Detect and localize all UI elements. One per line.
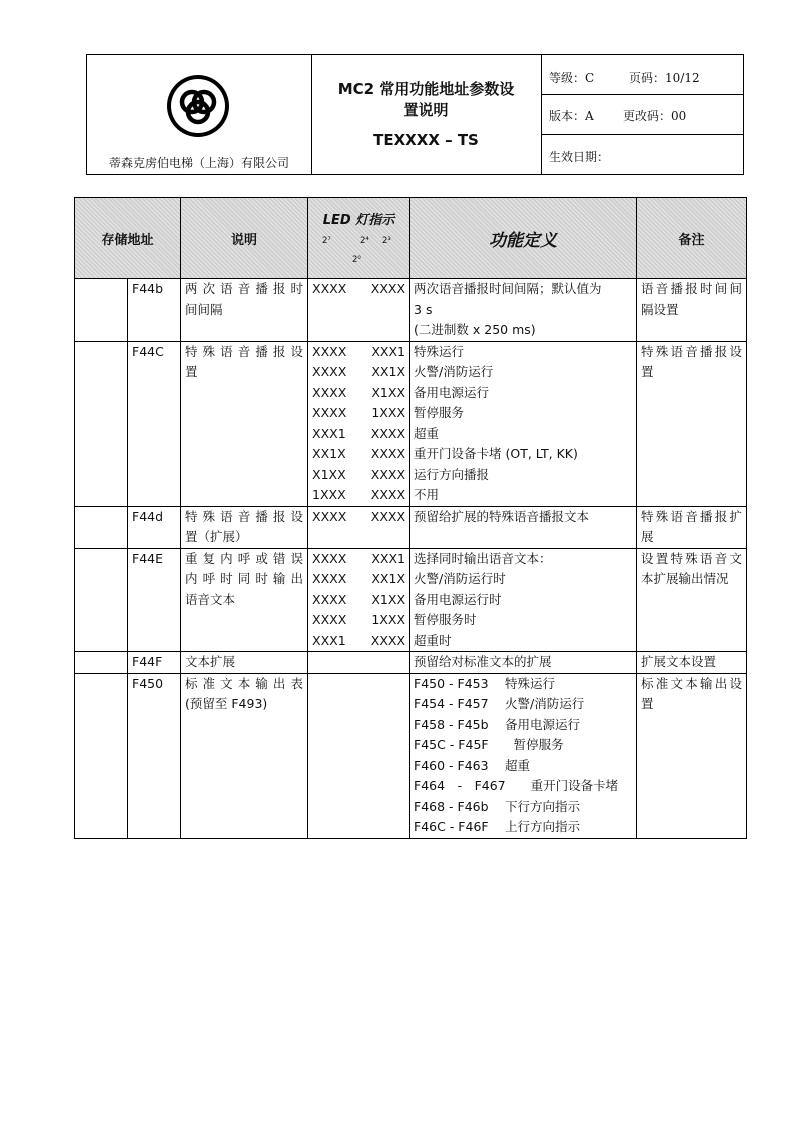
note-line: 展 (641, 529, 654, 544)
led-pattern (312, 279, 405, 300)
function-cell (410, 652, 637, 674)
led-pattern (312, 507, 405, 528)
led-pattern (312, 444, 405, 465)
function-line: F458 - F45b 备用电源运行 (414, 716, 581, 732)
led-high-nibble: 1XXX (312, 487, 346, 502)
led-pattern (312, 342, 405, 363)
led-low-nibble: XX1X (371, 364, 406, 379)
function-line: F45C - F45F 暂停服务 (414, 737, 564, 752)
header-note: 备注 (637, 198, 747, 279)
blank-cell (75, 652, 128, 674)
address-cell: F450 (128, 673, 181, 838)
led-pattern (312, 465, 405, 486)
led-low-nibble: XXXX (370, 281, 406, 296)
description-cell (181, 279, 308, 342)
header-divider (541, 94, 743, 95)
led-high-nibble: XXXX (312, 364, 347, 379)
led-high-nibble: XXXX (312, 405, 347, 420)
led-high-nibble: XXXX (312, 612, 347, 627)
led-cell (308, 279, 410, 342)
company-name: 蒂森克虏伯电梯（上海）有限公司 (108, 156, 289, 170)
function-line: 超重时 (414, 632, 452, 648)
led-low-nibble: XXXX (370, 425, 406, 441)
blank-cell (75, 548, 128, 652)
function-line: 备用电源运行时 (414, 591, 502, 607)
led-pattern (312, 549, 405, 570)
led-high-nibble: XXX1 (312, 632, 346, 648)
note-cell (637, 673, 747, 838)
note-line: 标准文本输出设 (641, 675, 743, 691)
function-line: F468 - F46b 下行方向指示 (414, 798, 581, 814)
header-function: 功能定义 (410, 198, 637, 279)
note-cell (637, 506, 747, 548)
led-pattern (312, 569, 405, 590)
led-high-nibble: X1XX (312, 466, 346, 482)
function-line: F46C - F46F 上行方向指示 (414, 819, 581, 834)
description-line: 置（扩展） (185, 529, 248, 544)
function-cell (410, 548, 637, 652)
address-cell: F44E (128, 548, 181, 652)
description-cell (181, 548, 308, 652)
function-line: 3 s (414, 301, 433, 317)
note-line: 置 (641, 364, 654, 379)
description-line: 特殊语音播报设 (185, 508, 304, 524)
description-cell (181, 341, 308, 506)
note-cell (637, 279, 747, 342)
function-line: 暂停服务 (414, 405, 465, 420)
table-header-row (75, 198, 747, 279)
led-low-nibble: XXXX (370, 446, 406, 461)
function-line: 火警/消防运行时 (414, 571, 506, 586)
table-row (75, 506, 747, 548)
led-pattern (312, 383, 405, 404)
description-line: 内呼时同时输出 (185, 571, 304, 586)
led-bit-label: 2⁰ (352, 254, 361, 265)
led-pattern (312, 403, 405, 424)
document-title (311, 79, 541, 121)
page-label: 页码：10/12 (629, 71, 700, 85)
function-cell (410, 341, 637, 506)
led-pattern (312, 362, 405, 383)
led-low-nibble: XX1X (371, 571, 406, 586)
description-line: 标准文本输出表 (185, 675, 304, 691)
description-line: 重复内呼或错误 (185, 550, 304, 566)
table-row (75, 548, 747, 652)
function-line: F450 - F453 特殊运行 (414, 675, 556, 691)
led-cell (308, 673, 410, 838)
led-high-nibble: XXXX (312, 384, 347, 400)
function-line: (二进制数 x 250 ms) (414, 322, 536, 337)
effective-date-label: 生效日期： (549, 150, 610, 164)
document-title-line: 置说明 (403, 101, 449, 119)
led-low-nibble: XXXX (370, 632, 406, 648)
header-divider (541, 134, 743, 135)
function-cell (410, 279, 637, 342)
table-row (75, 279, 747, 342)
header-led (308, 198, 410, 279)
led-high-nibble: XXXX (312, 508, 347, 524)
description-line: 语音文本 (185, 591, 236, 607)
note-cell (637, 548, 747, 652)
note-line: 扩展文本设置 (641, 654, 717, 669)
led-low-nibble: XXXX (370, 508, 406, 524)
description-cell (181, 673, 308, 838)
function-line: 重开门设备卡堵 (OT, LT, KK) (414, 446, 578, 461)
led-high-nibble: XX1X (312, 446, 346, 461)
address-cell: F44b (128, 279, 181, 342)
function-cell (410, 506, 637, 548)
note-line: 置 (641, 696, 654, 711)
led-low-nibble: X1XX (371, 384, 406, 400)
description-line: 间间隔 (185, 301, 223, 317)
address-cell: F44C (128, 341, 181, 506)
led-low-nibble: X1XX (371, 591, 406, 607)
function-line: F464 - F467 重开门设备卡堵 (414, 778, 619, 793)
table-row (75, 341, 747, 506)
header-address: 存储地址 (75, 198, 181, 279)
led-high-nibble: XXXX (312, 281, 347, 296)
note-cell (637, 652, 747, 674)
function-line: 暂停服务时 (414, 612, 477, 627)
header-description: 说明 (181, 198, 308, 279)
level-label: 等级：C (549, 71, 595, 85)
function-line: 备用电源运行 (414, 384, 490, 400)
function-line: F460 - F463 超重 (414, 757, 531, 773)
function-line: 超重 (414, 425, 440, 441)
function-cell (410, 673, 637, 838)
led-low-nibble: 1XXX (371, 612, 406, 627)
document-code: TEXXXX – TS (373, 131, 479, 149)
description-cell (181, 506, 308, 548)
led-cell (308, 652, 410, 674)
function-line: 预留给对标准文本的扩展 (414, 654, 552, 669)
led-high-nibble: XXXX (312, 343, 347, 359)
led-high-nibble: XXXX (312, 550, 347, 566)
function-line: 特殊运行 (414, 343, 465, 359)
address-cell: F44F (128, 652, 181, 674)
led-high-nibble: XXXX (312, 571, 347, 586)
function-line: 两次语音播报时间间隔；默认值为 (414, 281, 602, 296)
note-cell (637, 341, 747, 506)
led-bit-labels (308, 236, 409, 268)
description-line: (预留至 F493) (185, 696, 268, 711)
blank-cell (75, 279, 128, 342)
function-line: 选择同时输出语音文本： (414, 550, 552, 566)
led-cell (308, 548, 410, 652)
led-bit-label: 2⁴ (360, 235, 369, 246)
led-low-nibble: XXXX (370, 466, 406, 482)
function-line: F454 - F457 火警/消防运行 (414, 696, 585, 711)
blank-cell (75, 341, 128, 506)
function-line: 火警/消防运行 (414, 364, 494, 379)
note-line: 设置特殊语音文 (641, 550, 743, 566)
address-cell: F44d (128, 506, 181, 548)
blank-cell (75, 673, 128, 838)
change-code-label: 更改码：00 (623, 109, 687, 123)
function-line: 预留给扩展的特殊语音播报文本 (414, 508, 590, 524)
function-line: 不用 (414, 487, 440, 502)
description-cell (181, 652, 308, 674)
led-high-nibble: XXXX (312, 591, 347, 607)
document-title-line: MC2 常用功能地址参数设 (337, 80, 515, 98)
version-label: 版本：A (549, 109, 594, 123)
led-pattern (312, 424, 405, 445)
table-row (75, 673, 747, 838)
description-line: 文本扩展 (185, 654, 236, 669)
note-line: 语音播报时间间 (641, 281, 743, 296)
function-line: 运行方向播报 (414, 466, 490, 482)
led-title: LED 灯指示 (322, 212, 395, 228)
led-pattern (312, 610, 405, 631)
parameter-table (74, 197, 747, 839)
led-bit-label: 2³ (382, 235, 391, 246)
note-line: 本扩展输出情况 (641, 571, 729, 586)
thyssenkrupp-logo-icon (165, 73, 231, 139)
description-line: 特殊语音播报设 (185, 343, 304, 359)
header-divider (541, 55, 542, 174)
led-low-nibble: 1XXX (371, 405, 406, 420)
description-line: 两次语音播报时 (185, 281, 304, 296)
led-bit-label: 2⁷ (322, 235, 331, 246)
description-line: 置 (185, 364, 198, 379)
led-low-nibble: XXX1 (371, 343, 406, 359)
document-header (86, 54, 744, 175)
led-high-nibble: XXX1 (312, 425, 346, 441)
note-line: 隔设置 (641, 301, 679, 317)
blank-cell (75, 506, 128, 548)
led-cell (308, 341, 410, 506)
table-row (75, 652, 747, 674)
note-line: 特殊语音播报设 (641, 343, 743, 359)
led-pattern (312, 590, 405, 611)
led-pattern (312, 485, 405, 506)
led-low-nibble: XXXX (370, 487, 406, 502)
led-cell (308, 506, 410, 548)
led-low-nibble: XXX1 (371, 550, 406, 566)
note-line: 特殊语音播报扩 (641, 508, 743, 524)
led-pattern (312, 631, 405, 652)
